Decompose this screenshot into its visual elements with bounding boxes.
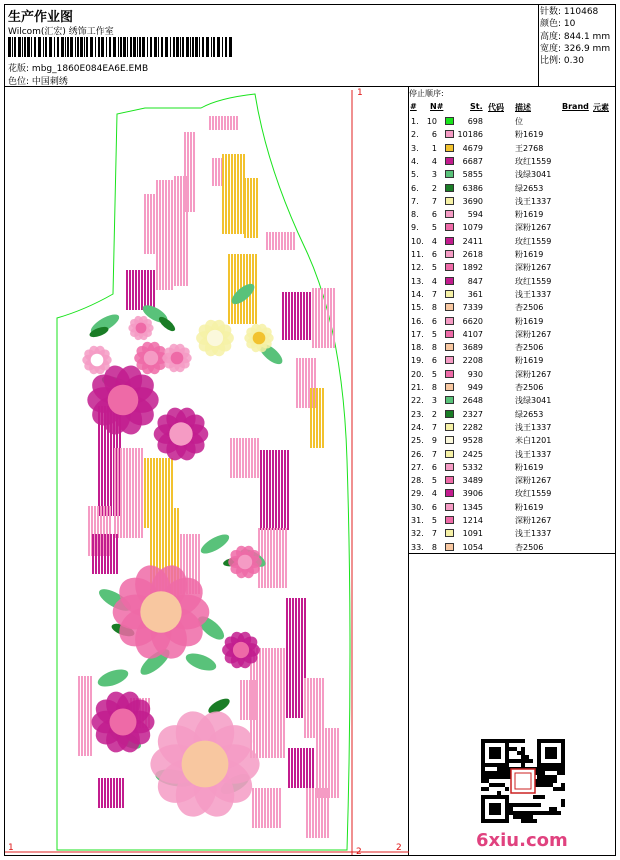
stat-width: 宽度: 326.9 mm <box>540 43 611 54</box>
row-description: 玫红1559 <box>515 236 552 246</box>
stitch-band <box>297 358 315 408</box>
table-row <box>409 541 615 554</box>
row-stitches: 3906 <box>462 489 483 499</box>
row-needle: 7 <box>431 529 437 539</box>
table-row <box>409 261 615 274</box>
row-needle: 6 <box>431 210 437 220</box>
color-swatch <box>445 529 454 537</box>
row-stitches: 4107 <box>462 329 483 339</box>
stitch-band <box>245 178 257 238</box>
table-row <box>409 394 615 407</box>
row-index: 15. <box>411 303 424 313</box>
stitch-band <box>223 154 244 234</box>
color-swatch <box>445 396 454 404</box>
color-swatch <box>445 130 454 138</box>
color-swatch <box>445 277 454 285</box>
table-row <box>409 221 615 234</box>
color-swatch <box>445 463 454 471</box>
color-swatch <box>445 543 454 551</box>
row-index: 30. <box>411 502 424 512</box>
row-needle: 7 <box>431 196 437 206</box>
row-index: 1. <box>411 117 419 126</box>
row-needle: 8 <box>431 343 437 353</box>
row-stitches: 9528 <box>462 436 483 446</box>
row-needle: 2 <box>431 183 437 193</box>
row-index: 18. <box>411 343 424 353</box>
row-description: 位 <box>515 117 523 126</box>
color-swatch <box>445 343 454 351</box>
color-swatch <box>445 303 454 311</box>
row-description: 粉1619 <box>515 462 544 472</box>
row-description: 粉1619 <box>515 356 544 366</box>
row-stitches: 2327 <box>462 409 483 419</box>
row-description: 粉1619 <box>515 250 544 259</box>
table-row <box>409 381 615 394</box>
mark-top-right: 1 <box>357 88 363 98</box>
row-description: 粉1619 <box>515 130 544 140</box>
stitch-band <box>241 680 256 720</box>
row-index: 5. <box>411 170 419 180</box>
row-needle: 4 <box>431 156 437 166</box>
row-description: 绿2653 <box>515 183 544 193</box>
row-stitches: 5332 <box>462 462 483 472</box>
stitch-band <box>289 748 313 788</box>
row-index: 16. <box>411 316 424 326</box>
row-needle: 5 <box>431 516 437 525</box>
col-desc: 描述 <box>515 103 531 112</box>
color-swatch <box>445 237 454 245</box>
row-stitches: 1091 <box>462 529 483 539</box>
table-row <box>409 474 615 487</box>
color-swatch <box>445 223 454 231</box>
row-stitches: 594 <box>467 210 483 220</box>
row-index: 20. <box>411 369 424 379</box>
table-row <box>409 408 615 421</box>
color-swatch <box>445 330 454 338</box>
pattern-label: 花版: <box>8 64 30 74</box>
color-swatch <box>445 503 454 511</box>
table-row <box>409 341 615 354</box>
row-index: 26. <box>411 449 424 459</box>
color-swatch <box>445 383 454 391</box>
stop-sequence-heading: 停止顺序: <box>409 89 444 98</box>
row-needle: 5 <box>431 223 437 233</box>
row-needle: 6 <box>431 316 437 326</box>
row-needle: 10 <box>426 117 437 126</box>
row-index: 22. <box>411 396 424 406</box>
row-index: 29. <box>411 489 424 499</box>
row-index: 13. <box>411 276 424 286</box>
color-swatch <box>445 476 454 484</box>
row-description: 浅王1337 <box>515 289 552 299</box>
stitch-band <box>283 292 310 340</box>
color-swatch <box>445 410 454 418</box>
row-index: 31. <box>411 516 424 525</box>
row-index: 28. <box>411 476 424 486</box>
stitch-band <box>317 728 338 798</box>
row-needle: 6 <box>431 462 437 472</box>
table-row <box>409 235 615 248</box>
row-description: 浅王1337 <box>515 422 552 432</box>
row-description: 王2768 <box>515 143 544 153</box>
table-row <box>409 142 615 155</box>
row-stitches: 2618 <box>462 250 483 259</box>
color-swatch <box>445 450 454 458</box>
table-row <box>409 315 615 328</box>
row-index: 8. <box>411 210 419 220</box>
color-swatch <box>445 197 454 205</box>
stitch-band <box>213 158 222 186</box>
row-needle: 5 <box>431 369 437 379</box>
row-description: 深粉1267 <box>515 516 552 525</box>
table-row <box>409 208 615 221</box>
row-needle: 5 <box>431 476 437 486</box>
row-index: 10. <box>411 236 424 246</box>
row-description: 玫红1559 <box>515 489 552 499</box>
stitch-band <box>145 458 172 528</box>
row-stitches: 949 <box>467 383 483 392</box>
row-description: 杏2506 <box>515 303 544 313</box>
flower-magenta-round <box>153 405 209 463</box>
row-index: 14. <box>411 289 424 299</box>
stitch-band <box>267 232 294 250</box>
row-description: 深粉1267 <box>515 263 552 273</box>
row-description: 玫红1559 <box>515 156 552 166</box>
row-stitches: 698 <box>467 117 483 126</box>
row-index: 33. <box>411 542 424 552</box>
table-row <box>409 368 615 381</box>
color-swatch <box>445 290 454 298</box>
row-index: 32. <box>411 529 424 539</box>
company-name: Wilcom(汇宏) 绣饰工作室 <box>8 27 114 37</box>
mark-bottom-mid: 2 <box>356 847 362 857</box>
table-row <box>409 448 615 461</box>
stitch-band <box>93 534 117 574</box>
row-stitches: 361 <box>467 289 483 299</box>
color-swatch <box>445 436 454 444</box>
row-stitches: 6687 <box>462 156 483 166</box>
col-hash: # <box>410 102 417 111</box>
row-needle: 8 <box>431 542 437 552</box>
row-index: 21. <box>411 383 424 392</box>
row-stitches: 930 <box>467 369 483 379</box>
bud-pink-lower <box>228 544 262 580</box>
color-swatch <box>445 184 454 192</box>
row-stitches: 1345 <box>462 502 483 512</box>
row-needle: 4 <box>431 236 437 246</box>
row-stitches: 847 <box>467 276 483 286</box>
table-row <box>409 301 615 314</box>
table-row <box>409 421 615 434</box>
row-description: 浅绿3041 <box>515 170 552 180</box>
page-title: 生产作业图 <box>8 10 74 25</box>
peony-large <box>149 706 261 822</box>
table-row <box>409 514 615 527</box>
table-row <box>409 487 615 500</box>
stitch-band <box>253 788 280 828</box>
color-swatch <box>445 250 454 258</box>
row-stitches: 1079 <box>462 223 483 233</box>
table-row <box>409 501 615 514</box>
row-stitches: 4679 <box>462 143 483 153</box>
row-stitches: 2411 <box>462 236 483 246</box>
color-swatch <box>445 170 454 178</box>
col-st: St. <box>470 102 483 111</box>
row-stitches: 10186 <box>457 130 483 140</box>
row-needle: 7 <box>431 422 437 432</box>
table-row <box>409 288 615 301</box>
row-index: 23. <box>411 409 424 419</box>
barcode <box>8 37 234 57</box>
stats-divider <box>538 4 539 86</box>
color-swatch <box>445 210 454 218</box>
pattern-file-row <box>8 61 148 74</box>
table-row <box>409 275 615 288</box>
row-index: 3. <box>411 143 419 153</box>
stitch-band <box>261 450 288 530</box>
row-description: 浅王1337 <box>515 196 552 206</box>
table-row <box>409 128 615 141</box>
row-index: 7. <box>411 196 419 206</box>
watermark-logo: 6xiu.com <box>476 830 568 851</box>
mark-bottom-right: 2 <box>396 843 402 853</box>
colorway-label: 色位: <box>8 77 30 87</box>
flower-pink-small <box>162 342 192 373</box>
stitch-band <box>287 598 305 718</box>
stitch-band <box>145 194 160 254</box>
table-row <box>409 527 615 540</box>
row-stitches: 3489 <box>462 476 483 486</box>
row-description: 浅绿3041 <box>515 396 552 406</box>
row-stitches: 3689 <box>462 343 483 353</box>
stitch-band <box>127 270 154 310</box>
row-index: 17. <box>411 329 424 339</box>
row-stitches: 1892 <box>462 263 483 273</box>
row-description: 粉1619 <box>515 210 544 220</box>
row-description: 绿2653 <box>515 409 544 419</box>
color-swatch <box>445 263 454 271</box>
row-needle: 6 <box>431 250 437 259</box>
colorway-value: 中国刺绣 <box>31 77 68 87</box>
row-stitches: 2208 <box>462 356 483 366</box>
row-index: 25. <box>411 436 424 446</box>
row-needle: 4 <box>431 276 437 286</box>
row-stitches: 3690 <box>462 196 483 206</box>
stat-stitches: 针数: 110468 <box>540 7 599 17</box>
row-needle: 6 <box>431 130 437 140</box>
table-row <box>409 434 615 447</box>
row-needle: 3 <box>431 396 437 406</box>
row-index: 4. <box>411 156 419 166</box>
row-description: 浅王1337 <box>515 449 552 459</box>
row-description: 杏2506 <box>515 383 544 392</box>
row-description: 米白1201 <box>515 436 552 446</box>
row-description: 玫红1559 <box>515 276 552 286</box>
stitch-band <box>79 676 91 756</box>
color-swatch <box>445 370 454 378</box>
row-stitches: 1054 <box>462 542 483 552</box>
table-row <box>409 461 615 474</box>
row-index: 6. <box>411 183 419 193</box>
row-index: 24. <box>411 422 424 432</box>
row-description: 深粉1267 <box>515 329 552 339</box>
color-swatch <box>445 144 454 152</box>
color-swatch <box>445 516 454 524</box>
row-needle: 3 <box>431 170 437 180</box>
leaf <box>184 650 219 674</box>
table-row <box>409 168 615 181</box>
row-index: 12. <box>411 263 424 273</box>
color-swatch <box>445 489 454 497</box>
row-description: 深粉1267 <box>515 476 552 486</box>
row-description: 深粉1267 <box>515 369 552 379</box>
mark-bottom-left: 1 <box>8 843 14 853</box>
row-index: 11. <box>411 250 424 259</box>
stitch-band <box>231 438 258 478</box>
color-swatch <box>445 423 454 431</box>
row-needle: 8 <box>431 303 437 313</box>
table-row <box>409 195 615 208</box>
stitch-band <box>259 528 286 588</box>
col-brand: Brand <box>562 102 589 111</box>
qr-code <box>481 739 565 823</box>
row-stitches: 5855 <box>462 170 483 180</box>
row-index: 2. <box>411 130 419 140</box>
color-swatch <box>445 317 454 325</box>
row-needle: 7 <box>431 449 437 459</box>
leaf <box>198 531 232 557</box>
table-row <box>409 328 615 341</box>
row-needle: 4 <box>431 489 437 499</box>
row-needle: 6 <box>431 502 437 512</box>
color-swatch <box>445 157 454 165</box>
col-n: N# <box>430 102 444 111</box>
row-index: 27. <box>411 462 424 472</box>
row-stitches: 2282 <box>462 422 483 432</box>
table-row <box>409 155 615 168</box>
row-needle: 9 <box>431 436 437 446</box>
row-stitches: 6386 <box>462 183 483 193</box>
row-needle: 5 <box>431 329 437 339</box>
row-needle: 5 <box>431 263 437 273</box>
stat-height: 高度: 844.1 mm <box>540 31 611 42</box>
stat-scale: 比例: 0.30 <box>540 56 584 67</box>
row-stitches: 1214 <box>462 516 483 525</box>
col-code: 代码 <box>488 103 504 112</box>
color-swatch <box>445 356 454 364</box>
row-stitches: 7339 <box>462 303 483 313</box>
row-description: 深粉1267 <box>515 223 552 233</box>
color-swatch <box>445 117 454 125</box>
col-element: 元素 <box>593 103 609 112</box>
row-stitches: 6620 <box>462 316 483 326</box>
stitch-band <box>99 778 123 808</box>
pattern-file: mbg_1860E084EA6E.EMB <box>31 64 149 74</box>
header-divider <box>4 86 616 87</box>
row-needle: 6 <box>431 356 437 366</box>
leaf <box>96 666 131 690</box>
row-needle: 7 <box>431 289 437 299</box>
bud-pink <box>128 315 154 342</box>
stitch-band <box>210 116 237 130</box>
row-stitches: 2425 <box>462 449 483 459</box>
row-needle: 2 <box>431 409 437 419</box>
leaf <box>157 315 177 334</box>
row-description: 浅王1337 <box>515 529 552 539</box>
row-needle: 8 <box>431 383 437 392</box>
table-row <box>409 182 615 195</box>
table-row <box>409 115 615 128</box>
row-needle: 1 <box>431 143 437 153</box>
row-description: 粉1619 <box>515 502 544 512</box>
table-row <box>409 248 615 261</box>
stat-colors: 颜色: 10 <box>540 19 576 30</box>
embroidery-design-canvas <box>5 88 409 855</box>
row-stitches: 2648 <box>462 396 483 406</box>
row-index: 19. <box>411 356 424 366</box>
row-index: 9. <box>411 223 419 233</box>
row-description: 杏2506 <box>515 343 544 353</box>
row-description: 粉1619 <box>515 316 544 326</box>
row-description: 杏2506 <box>515 542 544 552</box>
table-row <box>409 354 615 367</box>
stats-panel <box>540 6 610 67</box>
